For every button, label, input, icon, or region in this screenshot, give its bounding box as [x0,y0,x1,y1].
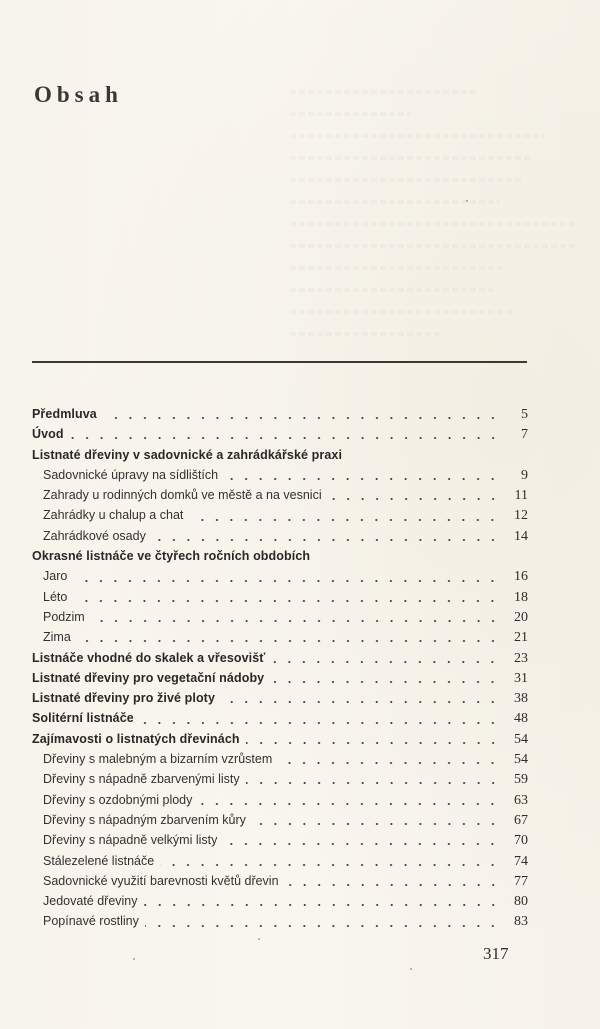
toc-entry[interactable] [32,891,528,911]
dot-leader [70,428,500,440]
toc-entry[interactable] [32,810,528,830]
dot-leader [252,814,500,826]
toc-entry[interactable] [32,729,528,749]
toc-entry[interactable] [32,404,528,424]
dot-leader [285,875,500,887]
toc-entry-label: Listnaté dřeviny v sadovnické a zahrádkářské praxi [32,447,343,462]
toc-entry-label: Podzim [43,609,85,624]
dot-leader [103,408,500,420]
dot-leader [198,794,500,806]
page-number: 317 [483,944,509,963]
toc-entry[interactable] [32,871,528,891]
toc-entry-page: 9 [521,467,528,483]
dot-leader [246,733,500,745]
dot-leader [223,834,500,846]
toc-entry-page: 59 [514,772,528,788]
toc-entry[interactable] [32,668,528,688]
dot-leader [152,530,500,542]
toc-entry[interactable] [32,627,528,647]
toc-entry-label: Dřeviny s malebným a bizarním vzrůstem [43,752,273,767]
toc-entry-page: 83 [514,914,528,930]
toc-entry-page: 54 [514,731,528,747]
toc-entry[interactable] [32,790,528,810]
toc-entry[interactable] [32,607,528,627]
dot-leader [348,449,500,461]
toc-entry[interactable] [32,708,528,728]
toc-entry-page: 21 [514,630,528,646]
toc-entry-label: Jedovaté dřeviny [43,894,138,909]
toc-entry-label: Dřeviny s ozdobnými plody [43,792,193,807]
dot-leader [221,692,500,704]
toc-entry-label: Léto [43,589,68,604]
dot-leader [224,469,500,481]
toc-entry-page: 77 [514,873,528,889]
toc-entry[interactable] [32,424,528,444]
toc-entry-label: Listnáče vhodné do skalek a vřesovišť [32,650,266,665]
toc-entry-label: Předmluva [32,407,97,421]
toc-entry-label: Zahrádky u chalup a chat [43,508,184,523]
dot-leader [316,550,500,562]
dot-leader [271,652,500,664]
toc-entry-page: 74 [514,853,528,869]
toc-entry-page: 67 [514,812,528,828]
toc-entry-label: Sadovnické úpravy na sídlištích [43,467,219,482]
table-of-contents [32,404,528,932]
dot-leader [278,753,500,765]
toc-entry-label: Úvod [32,427,64,442]
toc-entry[interactable] [32,505,528,525]
toc-entry-label: Jaro [43,569,68,584]
toc-entry-page: 18 [514,589,528,605]
dot-leader [145,916,500,928]
toc-section-heading[interactable] [32,445,528,465]
toc-entry-page: 31 [514,670,528,686]
toc-entry[interactable] [32,526,528,546]
toc-entry[interactable] [32,851,528,871]
paper-speck [410,968,412,970]
toc-entry-label: Dřeviny s nápadně velkými listy [43,833,218,848]
paper-speck [133,958,135,960]
toc-entry-page: 5 [521,407,528,422]
toc-entry-label: Dřeviny s nápadně zbarvenými listy [43,772,240,787]
toc-entry-page: 11 [514,488,528,504]
toc-entry[interactable] [32,587,528,607]
toc-entry-page: 23 [514,650,528,666]
toc-entry-page: 38 [514,691,528,707]
toc-entry-page: 63 [514,792,528,808]
dot-leader [189,510,500,522]
dot-leader [328,489,500,501]
toc-entry-label: Zahrádkové osady [43,528,146,543]
toc-entry[interactable] [32,911,528,931]
dot-leader [246,773,500,785]
toc-entry[interactable] [32,648,528,668]
toc-entry-label: Popínavé rostliny [43,914,139,929]
toc-entry-page: 20 [514,609,528,625]
toc-entry-page: 80 [514,894,528,910]
reverse-side-bleed-through [290,90,590,390]
dot-leader [160,855,500,867]
dot-leader [144,895,500,907]
toc-entry-page: 16 [514,569,528,585]
paper-speck [466,200,468,202]
toc-entry-label: Zajímavosti o listnatých dřevinách [32,731,240,746]
horizontal-divider [32,361,527,363]
dot-leader [140,713,500,725]
toc-entry-label: Zahrady u rodinných domků ve městě a na vesnici [43,488,322,503]
toc-entry[interactable] [32,749,528,769]
toc-entry-label: Zima [43,630,71,645]
toc-entry-label: Sadovnické využití barevnosti květů dřevin [43,873,279,888]
page-title: Obsah [34,82,123,107]
toc-entry[interactable] [32,566,528,586]
toc-entry-page: 48 [514,711,528,727]
toc-entry-page: 14 [514,528,528,544]
dot-leader [91,611,500,623]
toc-entry-label: Dřeviny s nápadným zbarvením kůry [43,812,246,827]
toc-entry[interactable] [32,830,528,850]
dot-leader [77,631,500,643]
toc-entry-label: Listnaté dřeviny pro živé ploty [32,691,216,706]
dot-leader [73,591,500,603]
paper-speck [258,938,260,940]
toc-entry-label: Stálezelené listnáče [43,853,155,868]
toc-entry[interactable] [32,485,528,505]
toc-entry-label: Okrasné listnáče ve čtyřech ročních obdobích [32,549,311,564]
toc-entry[interactable] [32,769,528,789]
toc-entry-page: 54 [514,752,528,768]
dot-leader [73,571,500,583]
dot-leader [270,672,500,684]
toc-entry[interactable] [32,465,528,485]
toc-entry[interactable] [32,688,528,708]
toc-entry-label: Listnaté dřeviny pro vegetační nádoby [32,670,265,685]
toc-entry-page: 12 [514,508,528,524]
toc-entry-label: Solitérní listnáče [32,711,134,726]
toc-entry-page: 70 [514,833,528,849]
toc-section-heading[interactable] [32,546,528,566]
toc-entry-page: 7 [521,427,528,443]
